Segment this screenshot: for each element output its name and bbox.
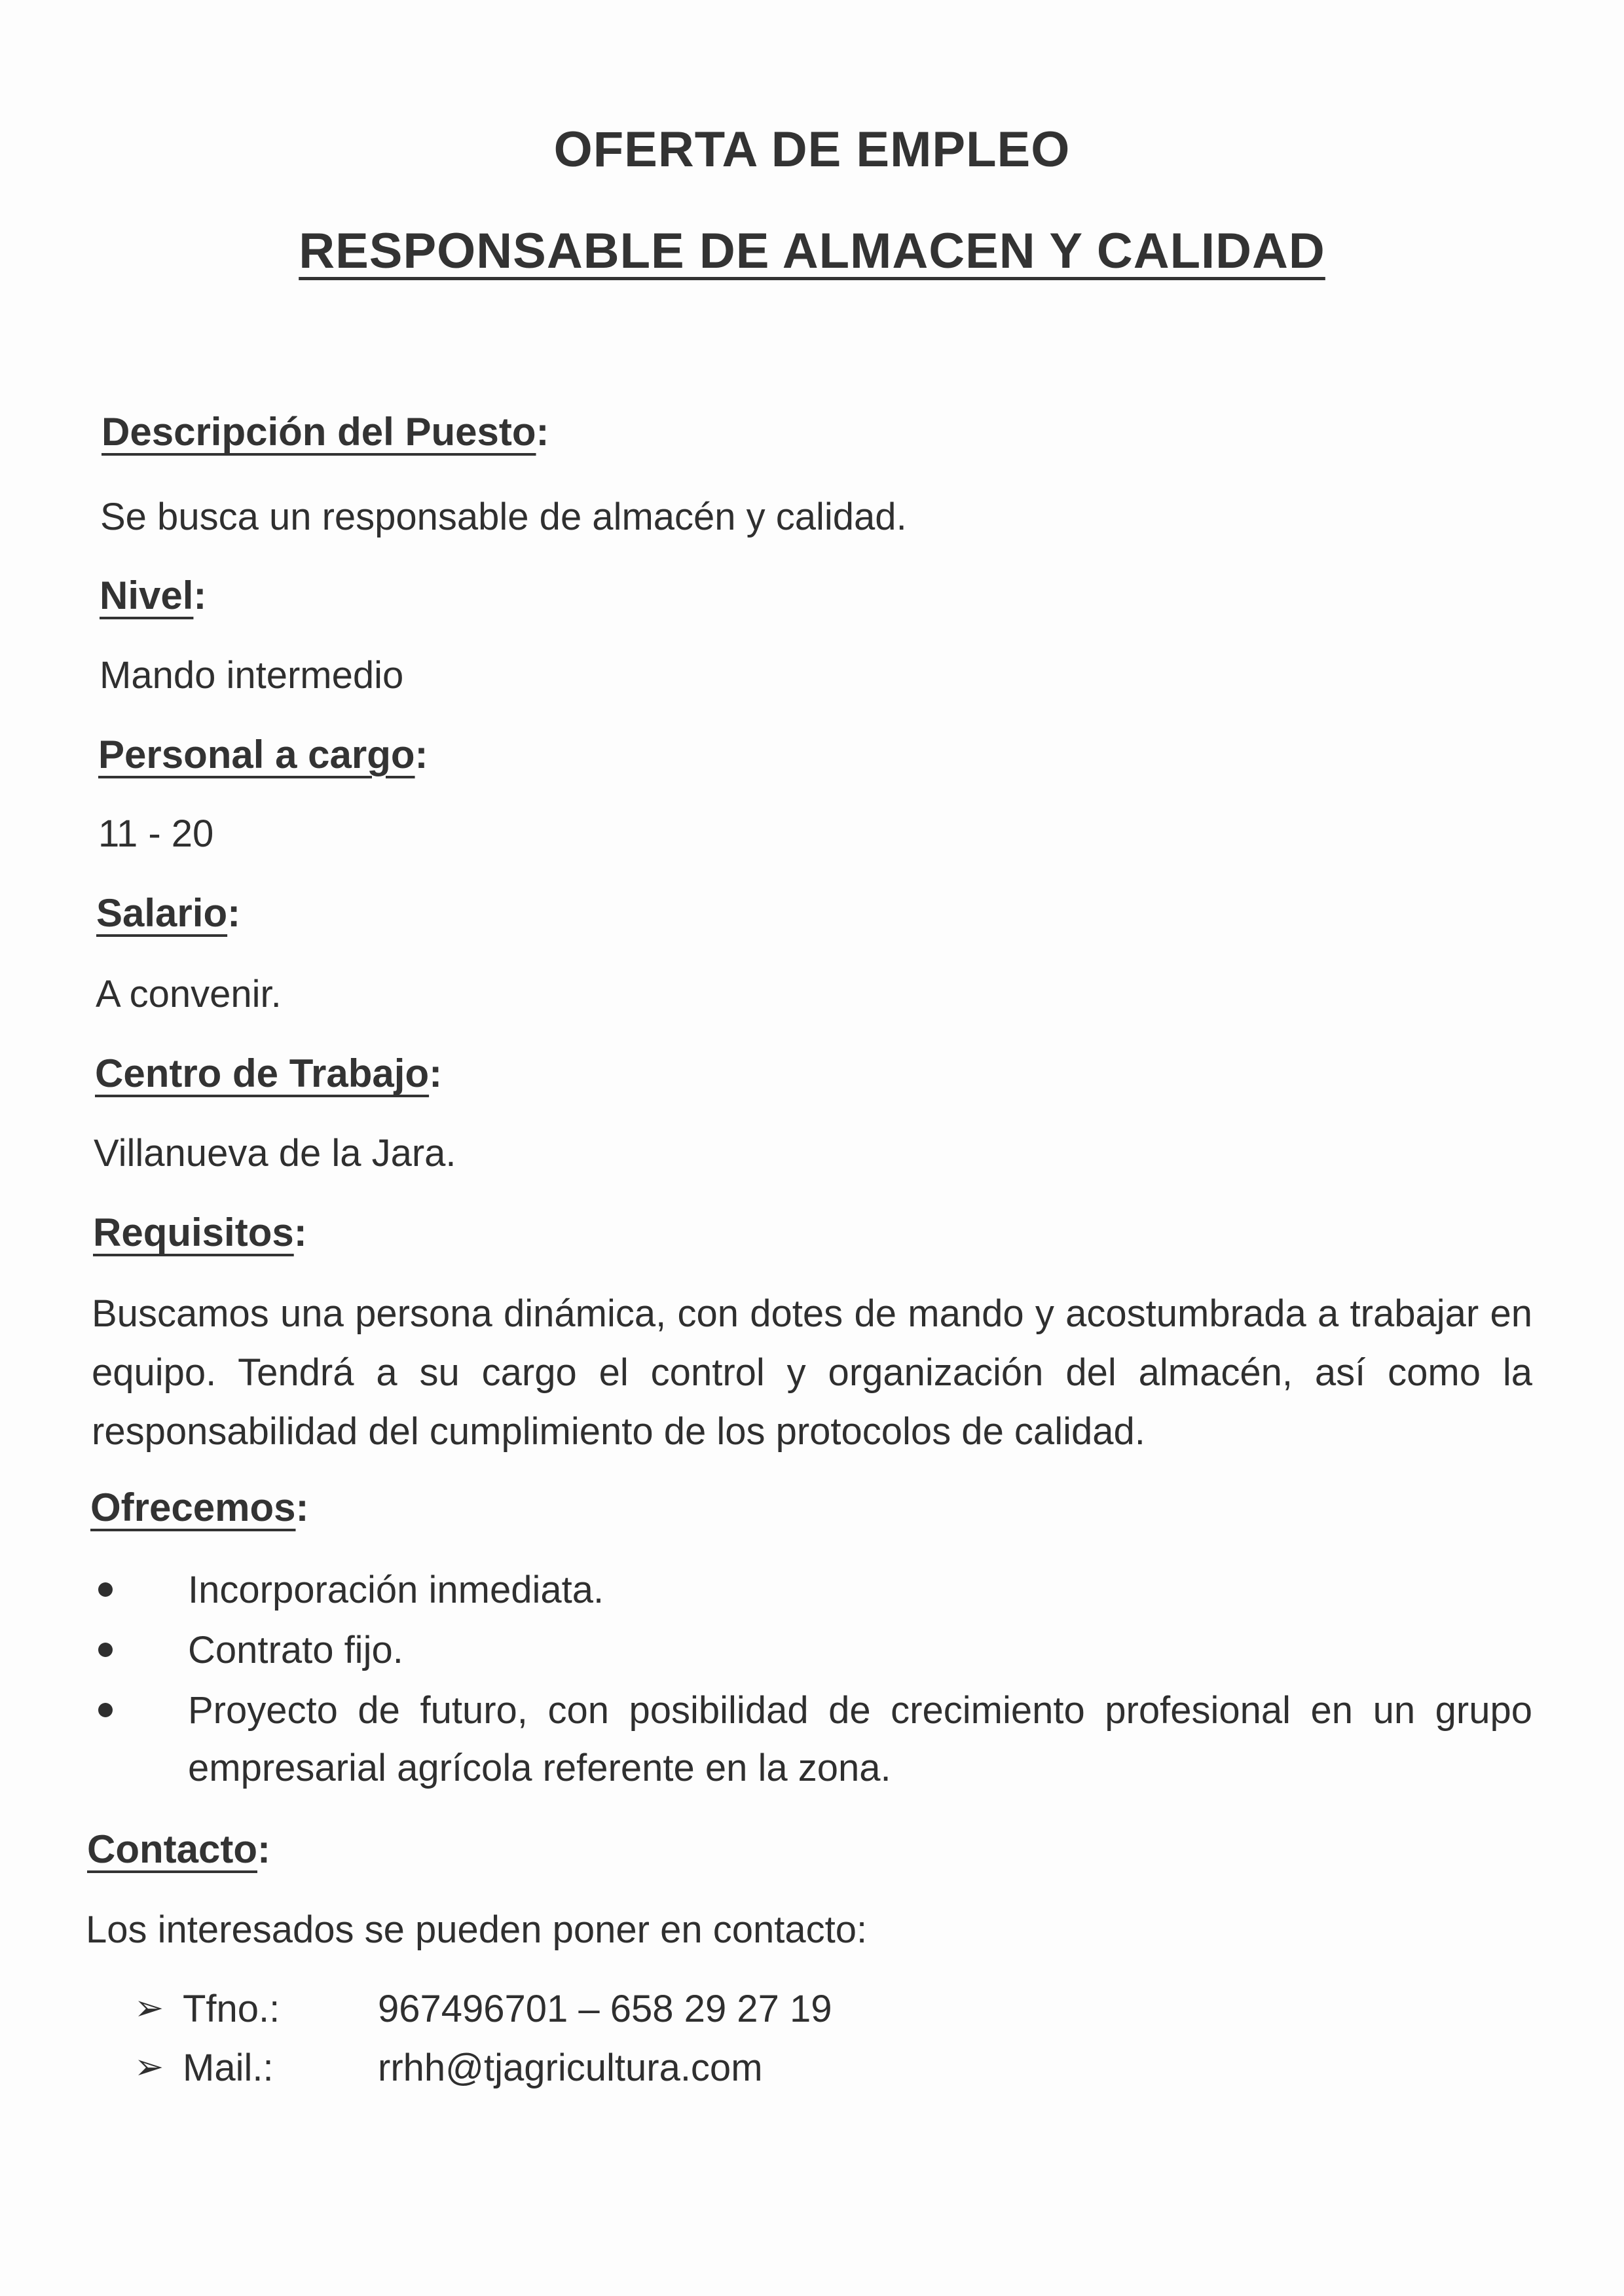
section-heading-ofrecemos: Ofrecemos: <box>90 1485 309 1529</box>
section-heading-centro: Centro de Trabajo: <box>95 1051 443 1095</box>
phone-value: 967496701 – 658 29 27 19 <box>378 1988 832 2030</box>
mail-label: Mail.: <box>183 2047 274 2089</box>
bullet-icon <box>98 1582 113 1597</box>
nivel-text: Mando intermedio <box>100 654 404 697</box>
contact-row-mail <box>134 2046 986 2098</box>
section-heading-requisitos: Requisitos: <box>93 1211 307 1254</box>
bullet-icon <box>98 1703 113 1717</box>
document-title: OFERTA DE EMPLEO <box>553 122 1071 177</box>
personal-text: 11 - 20 <box>98 812 214 855</box>
mail-value: rrhh@tjagricultura.com <box>378 2047 763 2089</box>
section-heading-contacto: Contacto: <box>87 1827 270 1871</box>
arrow-bullet-icon: ➢ <box>134 1988 164 2028</box>
arrow-bullet-icon: ➢ <box>134 2047 164 2086</box>
section-heading-salario: Salario: <box>96 891 241 935</box>
centro-text: Villanueva de la Jara. <box>94 1132 456 1175</box>
contact-row-phone <box>134 1987 986 2039</box>
bullet-icon <box>98 1643 113 1657</box>
list-item: Contrato fijo. <box>92 1622 1532 1679</box>
section-heading-nivel: Nivel: <box>100 574 207 617</box>
job-title: RESPONSABLE DE ALMACEN Y CALIDAD <box>299 223 1325 279</box>
list-item: Incorporación inmediata. <box>92 1561 1532 1619</box>
requisitos-text: Buscamos una persona dinámica, con dotes de mando y acostumbrada a trabajar en equipo. Tendrá a su cargo el control y organización del almacén, así como la responsabilidad del cumplimiento de los protocolos de calidad. <box>92 1292 1532 1453</box>
salario-text: A convenir. <box>96 973 282 1015</box>
section-heading-descripcion: Descripción del Puesto: <box>101 410 549 454</box>
phone-label: Tfno.: <box>183 1988 280 2030</box>
list-item: Proyecto de futuro, con posibilidad de crecimiento profesional en un grupo empresarial agrícola referente en la zona. <box>92 1682 1532 1797</box>
ofrecemos-list <box>92 1561 1532 1800</box>
descripcion-text: Se busca un responsable de almacén y calidad. <box>100 496 907 538</box>
section-heading-personal: Personal a cargo: <box>98 733 428 776</box>
contacto-text: Los interesados se pueden poner en contacto: <box>86 1908 868 1951</box>
